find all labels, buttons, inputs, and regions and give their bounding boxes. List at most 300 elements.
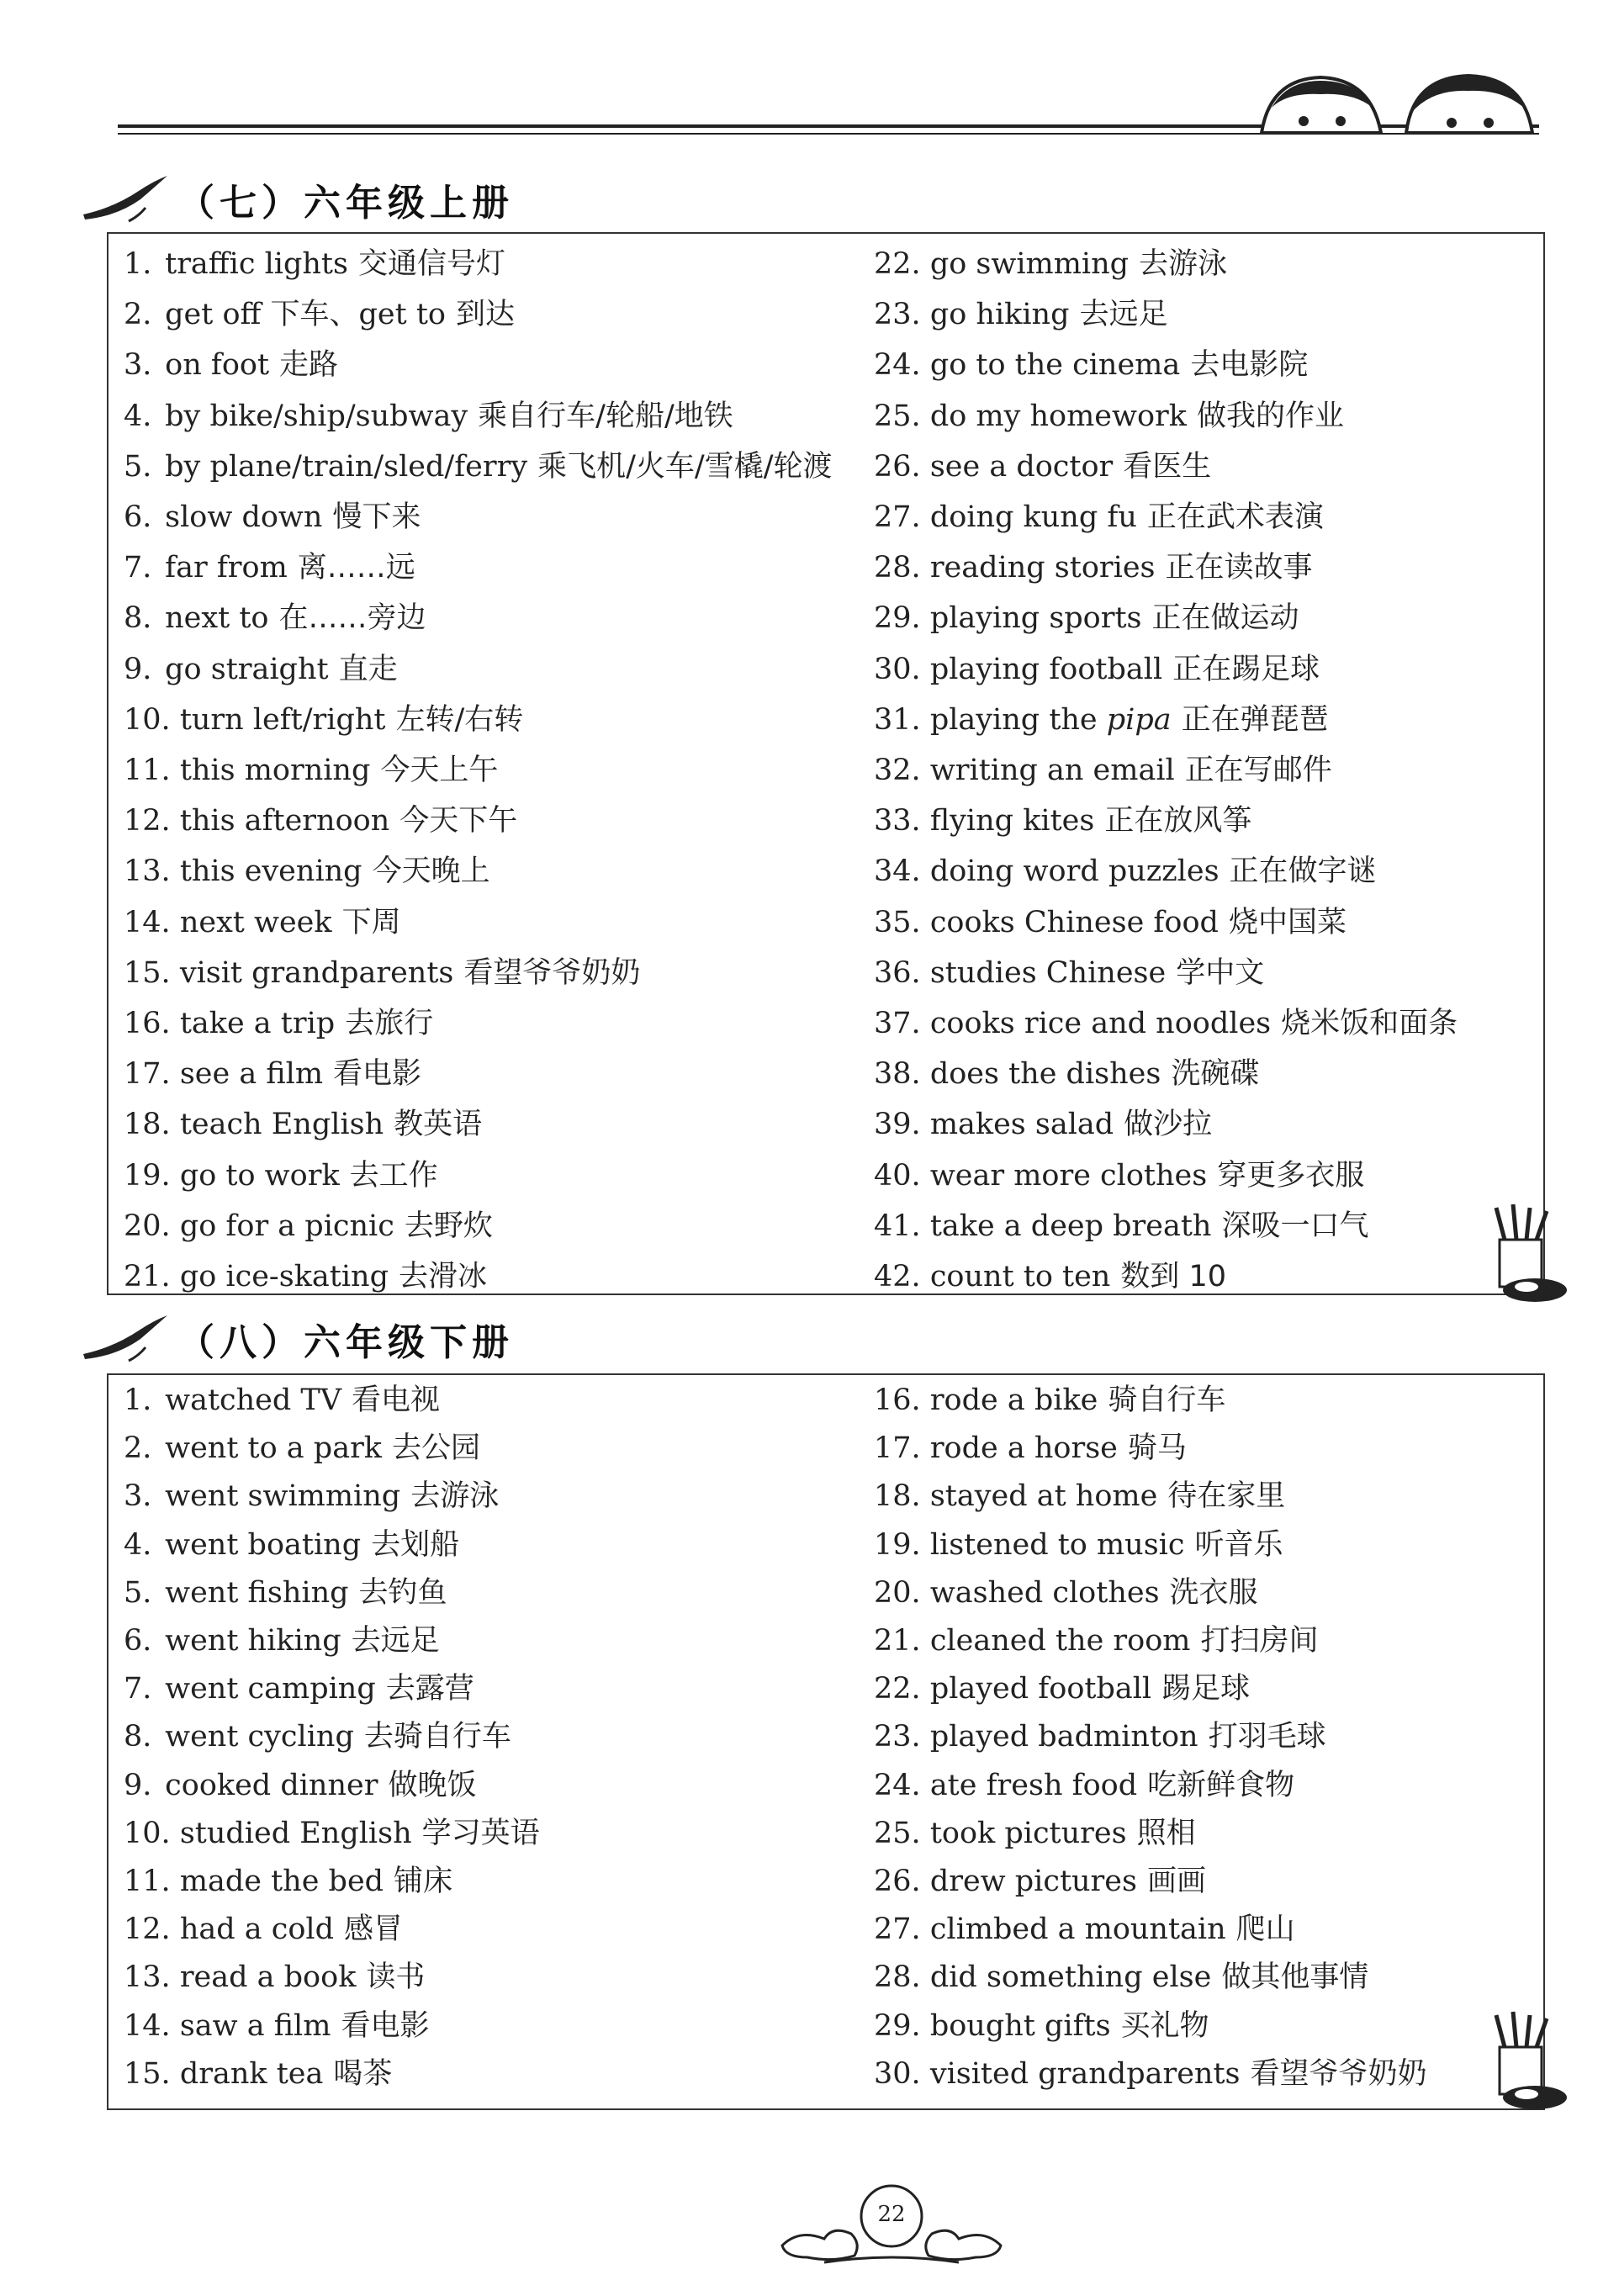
entry-english: took pictures [929,1816,1127,1850]
vocab-entry [124,701,523,738]
entry-number: 6. [124,500,152,534]
entry-number: 6. [124,1624,152,1658]
entry-english: played football [929,1672,1152,1706]
entry-english: writing an email [929,754,1175,787]
vocab-box-grade6-vol2 [107,1373,1545,2110]
entry-english: cooks rice and noodles [929,1007,1272,1040]
entry-number: 20. [874,1575,921,1610]
entry-chinese: 去公园 [392,1431,481,1466]
vocab-entry [124,752,498,789]
vocab-entry [124,1863,452,1900]
vocab-entry [874,448,1211,485]
entry-number: 12. [124,1912,171,1947]
entry-chinese: 洗碗碟 [1171,1057,1260,1092]
entry-number: 15. [124,2056,171,2091]
entry-chinese: 穿更多衣服 [1217,1158,1365,1193]
vocab-entry [874,955,1264,992]
entry-number: 14. [124,2008,171,2043]
section-title-text: （七）六年级上册 [177,182,514,225]
entry-english: visited grandparents [929,2056,1241,2091]
entry-english: go swimming [929,247,1130,281]
entry-number: 29. [874,2008,921,2043]
entry-chinese: 铺床 [394,1865,453,1898]
entry-english: playing the pipa [929,702,1172,737]
vocab-entry [124,448,833,485]
entry-chinese: 洗衣服 [1169,1575,1258,1610]
entry-english: ate fresh food [929,1768,1138,1802]
vocab-entry [874,600,1299,637]
entry-english: this evening [179,854,362,889]
entry-number: 11. [124,754,171,787]
entry-number: 25. [874,1816,921,1850]
entry-number: 20. [124,1209,171,1243]
entry-chinese: 去钓鱼 [358,1575,447,1610]
entry-chinese: 正在放风筝 [1104,804,1252,839]
entry-english: made the bed [179,1865,384,1898]
entry-chinese: 去野炊 [404,1209,493,1243]
entry-chinese: 正在弹琵琶 [1181,702,1329,737]
entry-chinese: 感冒 [344,1912,404,1947]
vocab-entry [124,1670,474,1707]
vocab-entry [874,1106,1212,1143]
vocab-entry [124,1574,447,1611]
entry-number: 13. [124,854,171,889]
entry-chinese: 今天晚上 [372,854,490,889]
entry-number: 1. [124,1383,152,1417]
entry-english: flying kites [929,804,1095,839]
vocab-entry [874,2008,1209,2045]
section-title-text: （八）六年级下册 [177,1321,514,1364]
entry-number: 33. [874,804,921,839]
entry-english: next week [179,905,332,939]
entry-english: by bike/ship/subway [165,399,468,433]
vocab-entry [124,1258,487,1295]
entry-number: 24. [874,348,921,383]
page-footer [774,2178,1009,2271]
pencil-cup-icon [1476,1203,1573,1304]
vocab-entry [874,1767,1294,1804]
entry-number: 4. [124,1527,152,1562]
vocab-entry [124,1005,433,1042]
vocab-entry [124,1208,493,1245]
vocab-entry [874,1815,1196,1852]
entry-chinese: 走路 [279,348,339,383]
entry-number: 1. [124,247,152,281]
vocab-box-grade6-vol1 [107,232,1545,1295]
entry-english: does the dishes [929,1057,1161,1092]
vocab-entry [124,398,733,435]
vocab-entry [874,1959,1368,1996]
entry-chinese: 去游泳 [410,1479,500,1514]
entry-english: go for a picnic [179,1209,394,1243]
vocab-entry [124,1622,440,1659]
vocab-entry [874,2055,1427,2092]
vocab-entry [124,347,338,384]
entry-number: 5. [124,1575,152,1610]
entry-chinese: 看医生 [1123,449,1212,484]
entry-english: climbed a mountain [929,1912,1226,1947]
entry-english: traffic lights [165,247,348,281]
entry-number: 38. [874,1057,921,1092]
vocab-entry [874,296,1168,333]
entry-chinese: 爬山 [1235,1912,1295,1947]
entry-chinese: 直走 [338,652,398,686]
entry-chinese: 去旅行 [345,1007,434,1040]
entry-chinese: 在……旁边 [278,601,426,636]
vocab-entry [874,701,1329,738]
entry-number: 16. [874,1383,921,1417]
entry-number: 15. [124,955,171,990]
entry-english: take a deep breath [929,1209,1212,1243]
vocab-entry [874,1208,1368,1245]
entry-english: go to the cinema [929,348,1181,383]
entry-english: go ice-skating [179,1260,389,1293]
entry-number: 24. [874,1768,921,1802]
entry-chinese: 听音乐 [1194,1527,1283,1562]
entry-english: drew pictures [929,1865,1137,1898]
entry-chinese: 看电影 [341,2008,430,2043]
entry-chinese: 学习英语 [421,1816,540,1850]
vocab-entry [124,246,505,283]
entry-number: 28. [874,1960,921,1995]
entry-number: 2. [124,1431,152,1466]
entry-chinese: 看望爷爷奶奶 [463,955,641,990]
entry-english: do my homework [929,399,1187,433]
entry-chinese: 吃新鲜食物 [1147,1768,1295,1802]
entry-number: 37. [874,1007,921,1040]
vocab-entry [874,1478,1285,1515]
section-title-grade6-vol2 [80,1312,514,1366]
entry-chinese: 正在踢足球 [1172,652,1320,686]
vocab-entry [124,1055,421,1092]
vocab-entry [874,1718,1326,1755]
entry-number: 39. [874,1108,921,1142]
vocab-entry [124,853,490,890]
entry-english: get off 下车、get to [165,298,446,332]
vocab-entry [874,1574,1258,1611]
entry-english: studies Chinese [929,955,1167,990]
entry-english: had a cold [179,1912,335,1947]
vocab-entry [124,651,398,688]
entry-number: 22. [874,247,921,281]
entry-number: 19. [124,1158,171,1193]
entry-chinese: 做我的作业 [1197,399,1345,433]
entry-chinese: 看望爷爷奶奶 [1250,2056,1427,2091]
entry-chinese: 踢足球 [1161,1672,1251,1706]
entry-number: 35. [874,905,921,939]
entry-number: 14. [124,905,171,939]
vocab-entry [874,1430,1187,1467]
entry-chinese: 正在做字谜 [1229,854,1377,889]
entry-english: on foot [165,348,270,383]
entry-english: rode a bike [929,1383,1098,1417]
entry-english: playing football [929,652,1163,686]
entry-number: 18. [874,1479,921,1514]
entry-chinese: 看电视 [352,1383,441,1417]
entry-english: watched TV [165,1383,342,1417]
entry-english: doing kung fu [929,500,1137,534]
entry-number: 30. [874,2056,921,2091]
kids-peeking-icon [1253,74,1539,135]
vocab-entry [874,1670,1250,1707]
vocab-entry [124,296,515,333]
entry-number: 5. [124,449,152,484]
page-number: 22 [877,2202,906,2227]
entry-chinese: 乘自行车/轮船/地铁 [478,399,733,433]
vocab-entry [874,651,1320,688]
entry-chinese: 待在家里 [1167,1479,1286,1514]
entry-chinese: 今天上午 [380,754,499,787]
entry-number: 32. [874,754,921,787]
entry-chinese: 左转/右转 [395,702,524,737]
entry-number: 21. [124,1260,171,1293]
entry-chinese: 去工作 [349,1158,438,1193]
entry-english: stayed at home [929,1479,1158,1514]
entry-number: 27. [874,1912,921,1947]
entry-number: 28. [874,551,921,585]
entry-chinese: 买礼物 [1120,2008,1209,2043]
vocab-entry [124,1911,403,1948]
entry-english: listened to music [929,1527,1185,1562]
entry-chinese: 照相 [1136,1816,1196,1850]
vocab-entry [874,246,1227,283]
vocab-entry [124,955,640,992]
entry-english: played badminton [929,1720,1198,1754]
vocab-entry [874,1157,1364,1194]
entry-english: next to [165,601,269,636]
entry-english: count to ten [929,1260,1111,1293]
vocab-entry [124,1526,459,1563]
vocab-entry [874,1863,1206,1900]
entry-number: 26. [874,1865,921,1898]
entry-english: studied English [179,1816,412,1850]
entry-chinese: 正在写邮件 [1184,754,1332,787]
entry-english: by plane/train/sled/ferry [165,449,528,484]
entry-number: 3. [124,1479,152,1514]
entry-english: go hiking [929,298,1070,332]
entry-number: 8. [124,1720,152,1754]
entry-number: 27. [874,500,921,534]
entry-number: 13. [124,1960,171,1995]
entry-chinese: 画画 [1146,1865,1206,1898]
entry-chinese: 正在读故事 [1165,551,1313,585]
entry-number: 23. [874,1720,921,1754]
vocab-entry [124,1382,440,1419]
entry-number: 2. [124,298,152,332]
entry-english: saw a film [179,2008,331,2043]
vocab-entry [874,1055,1259,1092]
entry-english: rode a horse [929,1431,1118,1466]
entry-english: see a doctor [929,449,1114,484]
vocab-entry [874,752,1332,789]
entry-english: visit grandparents [179,955,454,990]
entry-chinese: 深吸一口气 [1221,1209,1369,1243]
entry-chinese: 乘飞机/火车/雪橇/轮渡 [537,449,833,484]
entry-english: read a book [179,1960,357,1995]
entry-english: cooked dinner [165,1768,378,1802]
entry-english: went fishing [165,1575,349,1610]
entry-english: cleaned the room [929,1624,1191,1658]
vocab-entry [874,499,1324,536]
entry-english: washed clothes [929,1575,1160,1610]
entry-chinese: 离……远 [297,551,415,585]
entry-chinese: 烧中国菜 [1228,905,1347,939]
entry-english: see a film [179,1057,324,1092]
entry-english: go to work [179,1158,340,1193]
entry-english: this morning [179,754,371,787]
vocab-entry [874,1911,1295,1948]
entry-number: 41. [874,1209,921,1243]
vocab-entry [124,1478,499,1515]
entry-chinese: 做晚饭 [388,1768,477,1802]
entry-english: reading stories [929,551,1156,585]
vocab-entry [874,1622,1319,1659]
entry-chinese: 去远足 [351,1624,440,1658]
vocab-entry [874,853,1377,890]
vocab-entry [874,802,1251,839]
entry-chinese: 数到 10 [1120,1260,1227,1293]
section-title-grade6-vol1 [80,172,514,226]
entry-english: did something else [929,1960,1212,1995]
vocab-entry [124,1430,480,1467]
entry-chinese: 去骑自行车 [363,1720,511,1754]
entry-number: 22. [874,1672,921,1706]
vocab-entry [874,549,1313,586]
entry-number: 18. [124,1108,171,1142]
entry-english: teach English [179,1108,384,1142]
entry-number: 16. [124,1007,171,1040]
entry-english: went to a park [165,1431,383,1466]
entry-number: 9. [124,652,152,686]
entry-chinese: 骑自行车 [1108,1383,1226,1417]
entry-english: went hiking [165,1624,341,1658]
entry-chinese: 正在武术表演 [1146,500,1324,534]
entry-chinese: 去划船 [371,1527,460,1562]
entry-english: wear more clothes [929,1158,1208,1193]
vocab-entry [874,1005,1458,1042]
entry-chinese: 读书 [366,1960,426,1995]
vocab-entry [124,600,426,637]
entry-number: 9. [124,1768,152,1802]
entry-number: 4. [124,399,152,433]
entry-number: 34. [874,854,921,889]
entry-english: cooks Chinese food [929,905,1219,939]
entry-english: makes salad [929,1108,1114,1142]
vocab-entry [874,398,1344,435]
vocab-entry [874,1382,1225,1419]
vocab-entry [874,1526,1283,1563]
entry-chinese: 烧米饭和面条 [1281,1007,1458,1040]
entry-english: turn left/right [179,702,386,737]
entry-number: 42. [874,1260,921,1293]
entry-english: go straight [165,652,329,686]
entry-number: 7. [124,1672,152,1706]
entry-chinese: 打扫房间 [1200,1624,1319,1658]
vocab-entry [124,802,517,839]
vocab-entry [124,1157,438,1194]
entry-chinese: 做沙拉 [1124,1108,1213,1142]
entry-chinese: 喝茶 [333,2056,393,2091]
vocab-entry [124,1767,476,1804]
vocab-entry [124,1959,425,1996]
vocab-entry [874,347,1308,384]
entry-english: doing word puzzles [929,854,1220,889]
entry-english: take a trip [179,1007,336,1040]
entry-number: 10. [124,702,171,737]
entry-chinese: 去远足 [1079,298,1168,332]
entry-number: 36. [874,955,921,990]
entry-english: this afternoon [179,804,390,839]
entry-chinese: 做其他事情 [1221,1960,1369,1995]
entry-number: 8. [124,601,152,636]
entry-chinese: 慢下来 [332,500,421,534]
entry-chinese: 教英语 [394,1108,483,1142]
entry-chinese: 去滑冰 [399,1260,488,1293]
pencil-cup-icon [1476,2010,1573,2111]
entry-number: 30. [874,652,921,686]
entry-chinese: 打羽毛球 [1208,1720,1326,1754]
entry-number: 19. [874,1527,921,1562]
entry-chinese: 正在做运动 [1151,601,1299,636]
entry-number: 3. [124,348,152,383]
entry-number: 21. [874,1624,921,1658]
entry-english: went boating [165,1527,362,1562]
vocab-entry [124,2055,392,2092]
entry-number: 29. [874,601,921,636]
entry-chinese: 看电影 [333,1057,422,1092]
entry-english: slow down [165,500,323,534]
entry-chinese: 到达 [455,298,515,332]
entry-english: drank tea [179,2056,324,2091]
entry-chinese: 去露营 [385,1672,474,1706]
entry-number: 25. [874,399,921,433]
entry-chinese: 下周 [341,905,401,939]
entry-chinese: 今天下午 [399,804,518,839]
vocab-entry [124,1718,511,1755]
entry-english: went swimming [165,1479,401,1514]
entry-number: 17. [874,1431,921,1466]
entry-english: far from [165,551,288,585]
vocab-entry [874,904,1347,941]
entry-number: 26. [874,449,921,484]
entry-english: bought gifts [929,2008,1111,2043]
brush-stroke-icon [80,1314,172,1364]
vocab-entry [124,549,415,586]
vocab-entry [124,1106,482,1143]
entry-english: went cycling [165,1720,354,1754]
entry-english: went camping [165,1672,376,1706]
entry-english: playing sports [929,601,1142,636]
entry-number: 17. [124,1057,171,1092]
vocab-entry [124,2008,429,2045]
vocab-entry [124,1815,540,1852]
entry-number: 40. [874,1158,921,1193]
entry-number: 7. [124,551,152,585]
entry-number: 11. [124,1865,171,1898]
entry-chinese: 去游泳 [1139,247,1228,281]
entry-chinese: 学中文 [1176,955,1265,990]
entry-number: 10. [124,1816,171,1850]
entry-chinese: 骑马 [1127,1431,1187,1466]
entry-chinese: 去电影院 [1190,348,1309,383]
brush-stroke-icon [80,174,172,225]
entry-number: 12. [124,804,171,839]
vocab-entry [124,499,421,536]
entry-chinese: 交通信号灯 [357,247,505,281]
entry-number: 23. [874,298,921,332]
entry-number: 31. [874,702,921,737]
vocab-entry [124,904,401,941]
